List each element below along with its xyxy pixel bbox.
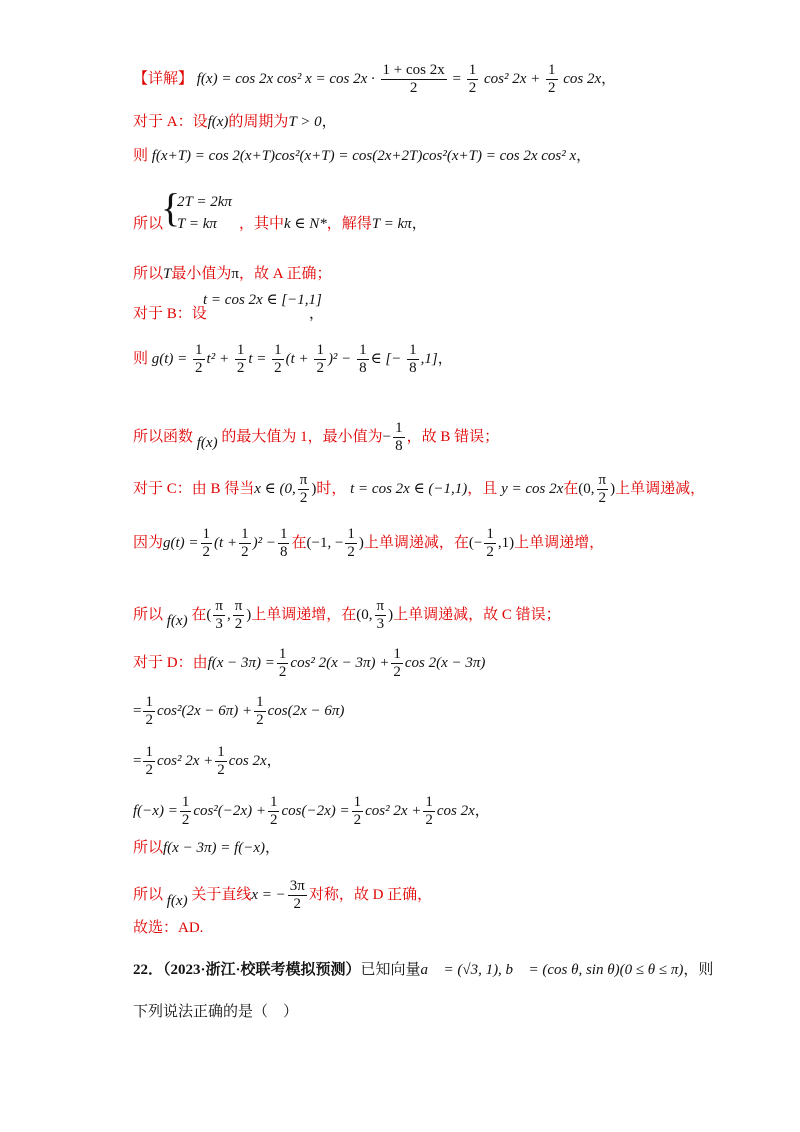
solution-line-18 <box>133 918 203 938</box>
math-expr: ,1) <box>497 534 515 551</box>
math-expr: 2T = 2kπ <box>177 194 232 210</box>
solution-line-14 <box>133 744 282 779</box>
math-expr: f(−x) = <box>133 802 178 819</box>
text: 在 <box>291 534 307 551</box>
fraction: $\frac{1}{2}$ <box>353 794 362 828</box>
math-expr: (0, <box>578 480 595 497</box>
text: 的最大值为 1，最小值为 <box>221 428 383 445</box>
math-expr: y = cos 2x <box>501 480 564 497</box>
punct: ， <box>321 114 337 130</box>
fraction: $\frac{1}{8}$ <box>395 420 403 454</box>
math-expr: cos 2x <box>436 802 475 819</box>
solution-line-10 <box>133 526 604 561</box>
fraction: $\frac{1}{2}$ <box>236 342 245 376</box>
math-expr: t = <box>248 350 267 367</box>
fraction: $\frac{1}{2}$ <box>241 526 249 560</box>
math-expr: cos²(−2x) + <box>193 802 266 819</box>
math-expr: cos²(2x − 6π) + <box>156 702 253 719</box>
solution-line-7 <box>133 342 453 377</box>
fraction: $\frac{1 + \cos 2x}{2}$ <box>382 62 445 96</box>
math-expr: f(x) <box>166 892 188 909</box>
math-expr: g(t) = <box>163 534 199 551</box>
fraction: $\frac{1}{8}$ <box>279 526 288 560</box>
fraction: $\frac{1}{2}$ <box>181 794 190 828</box>
math-expr: ∈ [− <box>370 350 402 367</box>
fraction: $\frac{1}{2}$ <box>195 342 203 376</box>
math-expr: cos 2x <box>228 752 267 769</box>
fraction: $\frac{1}{2}$ <box>548 62 556 96</box>
solution-line-5 <box>133 264 331 284</box>
text: ，解得 <box>326 216 372 232</box>
text: 对于 C：由 B 得当 <box>133 480 255 497</box>
text: 在 <box>191 606 207 623</box>
math-expr: (t + <box>285 350 309 367</box>
fraction: $\frac{1}{2}$ <box>347 526 355 560</box>
text: 所以 <box>133 216 164 232</box>
text: 在 <box>563 480 579 497</box>
solution-line-9 <box>133 472 705 507</box>
text: 最小值为 <box>171 266 232 282</box>
math-expr: ) <box>388 606 394 623</box>
math-expr: , <box>226 606 231 623</box>
math-expr: f(x) <box>207 114 229 130</box>
fraction: $\frac{\pi}{2}$ <box>598 472 607 506</box>
math-expr: T > 0 <box>288 114 322 130</box>
math-expr: cos² 2x + <box>483 70 541 87</box>
fraction: $\frac{1}{2}$ <box>274 342 282 376</box>
punct: ， <box>437 350 453 367</box>
math-expr: π <box>231 266 239 282</box>
text: ，故 A 正确； <box>238 266 332 282</box>
math-expr: f(x) <box>166 612 188 629</box>
fraction: $\frac{1}{2}$ <box>278 646 287 680</box>
math-expr: cos(2x − 6π) <box>267 702 345 719</box>
fraction: $\frac{1}{2}$ <box>425 794 433 828</box>
solution-line-8 <box>133 420 499 455</box>
fraction: $\frac{1}{2}$ <box>217 744 225 778</box>
text: 所以 <box>133 886 164 903</box>
solution-line-11 <box>133 598 561 633</box>
math-expr: ) <box>246 606 252 623</box>
fraction: $\frac{\pi}{3}$ <box>215 598 223 632</box>
math-expr: f(x − 3π) = <box>207 654 275 671</box>
math-expr: cos 2x <box>563 70 602 87</box>
math-expr: t² + <box>206 350 230 367</box>
math-expr: (− <box>468 534 483 551</box>
math-expr: ) <box>610 480 616 497</box>
text: 上单调递减，在 <box>363 534 469 551</box>
text: 所以函数 <box>133 428 194 445</box>
math-expr: cos(−2x) = <box>281 802 350 819</box>
text: 对于 B：设 <box>133 306 207 322</box>
punct: ， <box>265 840 281 856</box>
text: 上单调递减， <box>615 480 706 497</box>
text: 因为 <box>133 534 164 551</box>
math-expr: cos² 2(x − 3π) + <box>290 654 390 671</box>
math-expr: k ∈ N* <box>284 216 327 232</box>
text: 对于 D：由 <box>133 654 208 671</box>
question-22-line-1 <box>133 958 713 979</box>
math-expr: = <box>133 702 142 719</box>
solution-label: 【详解】 <box>133 70 194 87</box>
question-source: （2023·浙江·校联考模拟预测） <box>163 962 361 978</box>
fraction: $\frac{1}{8}$ <box>409 342 417 376</box>
text: 对于 A：设 <box>133 114 208 130</box>
answer-text: 故选：AD. <box>133 920 204 936</box>
punct: ， <box>266 752 282 769</box>
math-expr: cos² 2x + <box>156 752 214 769</box>
text: 时， <box>316 480 347 497</box>
math-expr: )² − <box>252 534 276 551</box>
punct: ， <box>309 306 325 322</box>
text: 对称，故 D 正确， <box>308 886 433 903</box>
math-expr: t = cos 2x ∈ (−1,1) <box>350 480 468 497</box>
math-expr: g(t) = <box>151 350 188 367</box>
text: ，且 <box>467 480 498 497</box>
math-expr: )² − <box>327 350 352 367</box>
text: 上单调递减，故 C 错误； <box>393 606 561 623</box>
math-expr: (0, <box>356 606 373 623</box>
text: 所以 <box>133 266 164 282</box>
math-expr: T = kπ <box>371 216 412 232</box>
math-expr: cos² 2x + <box>365 802 422 819</box>
math-expr: f(x+T) = cos 2(x+T)cos²(x+T) = cos(2x+2T)cos²(x+T) = cos 2x cos² x <box>151 148 577 164</box>
math-expr: x ∈ (0, <box>254 480 296 497</box>
text: ，其中 <box>239 216 285 232</box>
text: 关于直线 <box>191 886 252 903</box>
brace: { <box>161 185 181 230</box>
math-expr: t = cos 2x ∈ [−1,1] <box>203 292 322 308</box>
text: 则 <box>133 350 149 367</box>
fraction: $\frac{1}{2}$ <box>202 526 211 560</box>
solution-line-15 <box>133 794 490 829</box>
question-text: 已知向量 <box>360 962 421 978</box>
fraction: $\frac{\pi}{3}$ <box>376 598 385 632</box>
solution-line-17 <box>133 878 432 913</box>
solution-line-1 <box>133 62 616 97</box>
fraction: $\frac{1}{2}$ <box>393 646 401 680</box>
math-expr: cos 2(x − 3π) <box>404 654 486 671</box>
fraction: $\frac{1}{2}$ <box>486 526 494 560</box>
math-expr: ( <box>206 606 212 623</box>
text: 上单调递增， <box>514 534 605 551</box>
math-expr: f(x) = cos 2x cos² x = cos 2x · <box>196 70 375 87</box>
solution-line-13 <box>133 694 344 729</box>
question-number: 22． <box>133 962 164 978</box>
fraction: $\frac{\pi}{2}$ <box>299 472 308 506</box>
math-expr: a⃗ = (√3, 1), b⃗ = (cos θ, sin θ)(0 ≤ θ ≤ π) <box>420 962 684 978</box>
question-text: 下列说法正确的是（ ） <box>133 1004 299 1020</box>
fraction: $\frac{1}{2}$ <box>145 744 153 778</box>
math-expr: f(x) <box>196 434 218 451</box>
text: 则 <box>133 148 149 164</box>
fraction: $\frac{\pi}{2}$ <box>234 598 243 632</box>
fraction: $\frac{1}{2}$ <box>269 794 278 828</box>
punct: ， <box>474 802 490 819</box>
math-expr: ) <box>311 480 317 497</box>
math-expr: (−1, − <box>306 534 344 551</box>
math-expr: f(x − 3π) = f(−x) <box>163 840 266 856</box>
math-expr: T <box>163 266 172 282</box>
punct: ， <box>411 216 427 232</box>
fraction: $\frac{1}{2}$ <box>256 694 264 728</box>
solution-line-2 <box>133 112 337 132</box>
fraction: $\frac{1}{2}$ <box>468 62 477 96</box>
math-expr: ) <box>358 534 364 551</box>
fraction: $\frac{3\pi}{2}$ <box>289 878 305 912</box>
text: 的周期为 <box>228 114 289 130</box>
solution-line-16 <box>133 838 280 858</box>
math-expr: T = kπ <box>177 216 217 232</box>
math-expr: (t + <box>214 534 238 551</box>
question-text: ，则 <box>683 962 714 978</box>
text: ，故 B 错误； <box>406 428 500 445</box>
math-expr: ,1] <box>420 350 438 367</box>
math-expr: − <box>382 428 392 445</box>
punct: ， <box>601 70 617 87</box>
math-expr: = <box>133 752 142 769</box>
fraction: $\frac{1}{2}$ <box>145 694 153 728</box>
question-22-line-2 <box>133 1000 298 1021</box>
text: 所以 <box>133 840 164 856</box>
math-expr: = <box>452 70 461 87</box>
punct: ， <box>576 148 592 164</box>
solution-line-3 <box>133 146 591 166</box>
fraction: $\frac{1}{2}$ <box>316 342 324 376</box>
math-expr: x = − <box>251 886 286 903</box>
solution-line-12 <box>133 646 485 681</box>
text: 上单调递增，在 <box>251 606 357 623</box>
text: 所以 <box>133 606 164 623</box>
fraction: $\frac{1}{8}$ <box>359 342 367 376</box>
